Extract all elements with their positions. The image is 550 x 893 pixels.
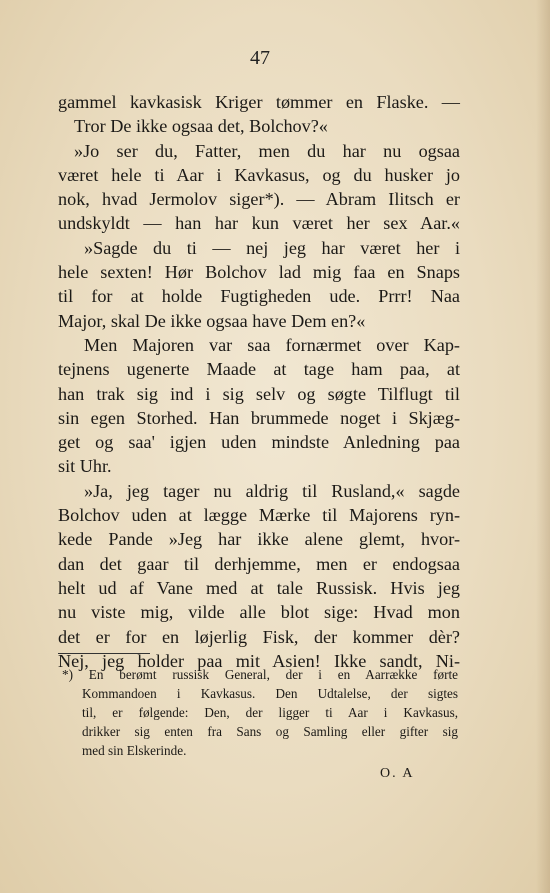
text-line: Tror De ikke ogsaa det, Bolchov?« xyxy=(74,116,328,137)
text-line: undskyldt — han har kun været her sex Aar.« xyxy=(58,213,460,234)
text-line: sit Uhr. xyxy=(58,456,112,477)
text-line: »Ja, jeg tager nu aldrig til Rusland,« sagde xyxy=(84,480,460,501)
text-line: Men Majoren var saa fornærmet over Kap- xyxy=(84,334,460,355)
text-line: »Jo ser du, Fatter, men du har nu ogsaa xyxy=(74,140,460,161)
text-line: sin egen Storhed. Han brummede noget i Skjæg- xyxy=(58,407,460,428)
footnote xyxy=(62,665,458,760)
text-line: »Sagde du ti — nej jeg har været her i xyxy=(84,237,460,258)
footnote-line: til, er følgende: Den, der ligger ti Aar i Kavkasus, xyxy=(82,705,458,720)
text-line: været hele ti Aar i Kavkasus, og du husker jo xyxy=(58,164,460,185)
text-line: Major, skal De ikke ogsaa have Dem en?« xyxy=(58,310,366,331)
text-line: Bolchov uden at lægge Mærke til Majorens ryn- xyxy=(58,505,460,526)
text-line: til for at holde Fugtigheden ude. Prrr! Naa xyxy=(58,286,460,307)
text-line: dan det gaar til derhjemme, men er endogsaa xyxy=(58,553,460,574)
text-line: kede Pande »Jeg har ikke alene glemt, hvor- xyxy=(58,529,460,550)
text-line: get og saa' igjen uden mindste Anledning paa xyxy=(58,432,460,453)
footnote-line: *) En berømt russisk General, der i en Aarrække førte xyxy=(62,667,458,682)
footnote-line: Kommandoen i Kavkasus. Den Udtalelse, der sigtes xyxy=(82,686,458,701)
text-line: helt ud af Vane med at tale Russisk. Hvis jeg xyxy=(58,577,460,598)
footnote-divider xyxy=(58,653,150,654)
text-line: tejnens ugenerte Maade at tage ham paa, at xyxy=(58,359,460,380)
text-line: det er for en løjerlig Fisk, der kommer dèr? xyxy=(58,626,460,647)
page-number: 47 xyxy=(250,47,270,69)
text-line: hele sexten! Hør Bolchov lad mig faa en Snaps xyxy=(58,262,460,283)
text-line: gammel kavkasisk Kriger tømmer en Flaske. — xyxy=(58,92,460,112)
text-line: han trak sig ind i sig selv og søgte Tilflugt til xyxy=(58,383,460,404)
text-line: Nej, jeg holder paa mit Asien! Ikke sandt, Ni- xyxy=(58,650,460,671)
body-text xyxy=(58,90,460,673)
footnote-line: drikker sig enten fra Sans og Samling eller gifter sig xyxy=(82,724,458,739)
text-line: nok, hvad Jermolov siger*). — Abram Ilitsch er xyxy=(58,189,460,210)
footnote-line: med sin Elskerinde. xyxy=(82,743,187,758)
text-line: nu viste mig, vilde alle blot sige: Hvad mon xyxy=(58,602,460,623)
signature-initials: O. A xyxy=(380,766,415,781)
